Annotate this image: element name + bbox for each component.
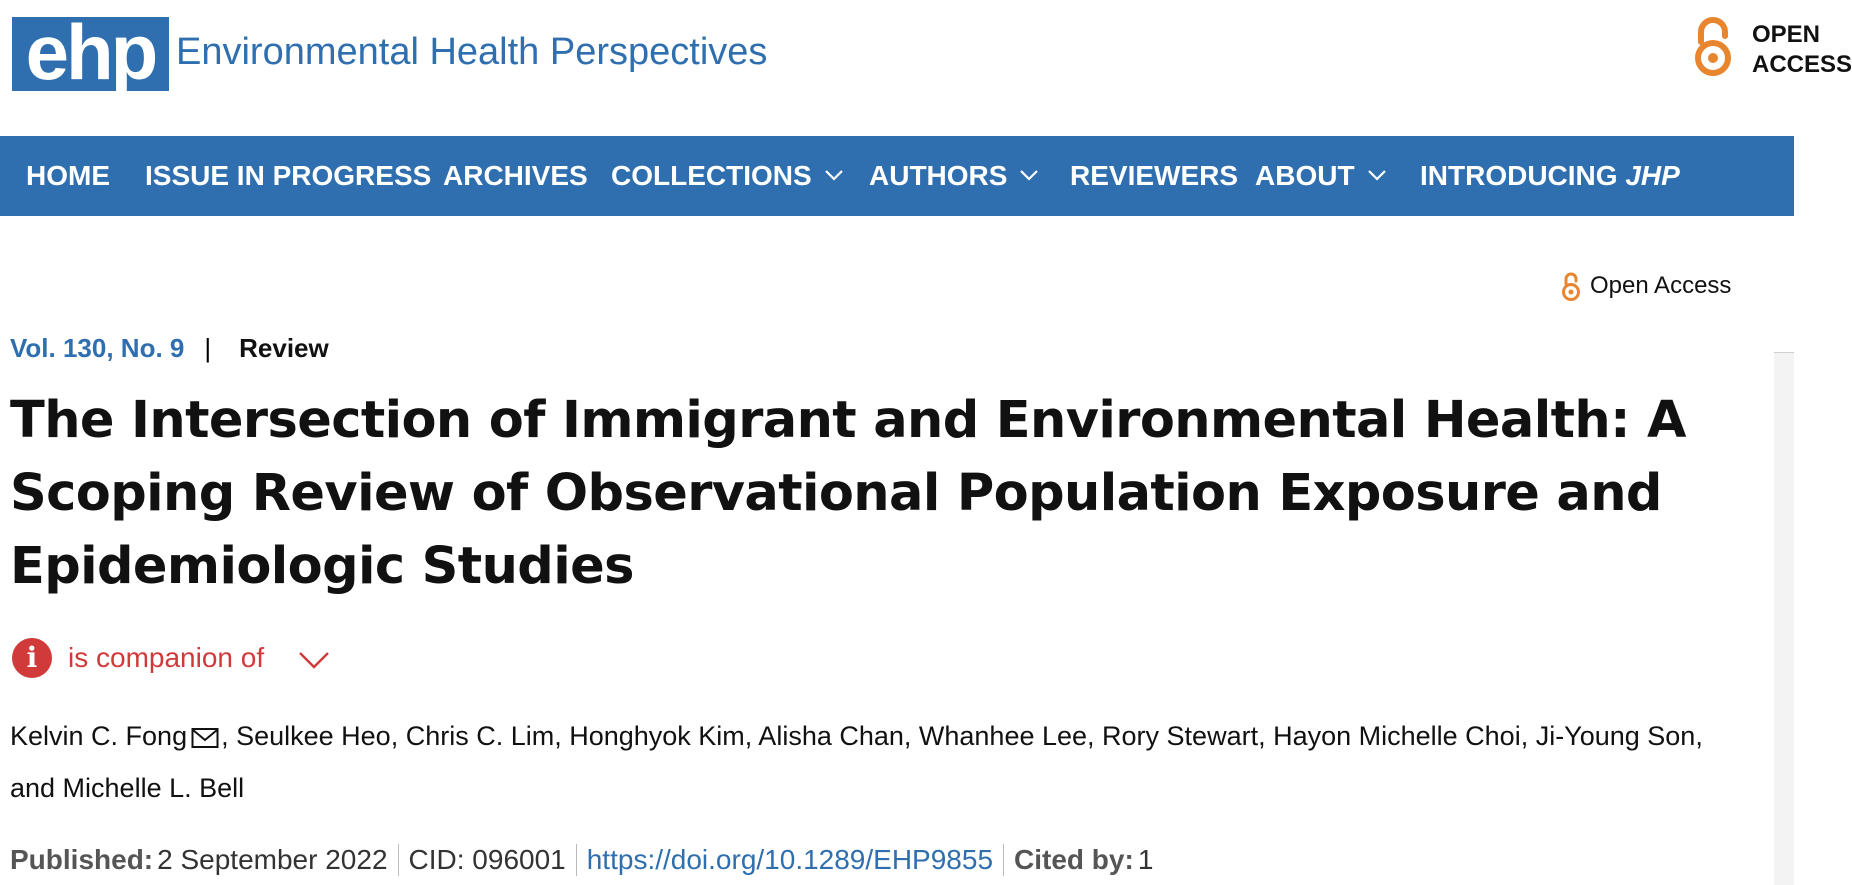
author-kelvin-fong[interactable]: Kelvin C. Fong (10, 721, 188, 751)
nav-about[interactable] (1255, 136, 1387, 216)
nav-issue-in-progress[interactable]: ISSUE IN PROGRESS (145, 160, 432, 191)
cited-by-label: Cited by: (1014, 844, 1134, 875)
open-access-icon (1690, 16, 1736, 78)
divider (576, 844, 577, 876)
open-access-banner (1690, 14, 1852, 84)
nav-about-label: ABOUT (1255, 160, 1355, 191)
published-date: 2 September 2022 (157, 844, 388, 875)
divider (398, 844, 399, 876)
article-meta-line (10, 330, 329, 366)
email-icon[interactable] (191, 727, 219, 749)
meta-separator: | (204, 332, 212, 363)
publication-info (10, 838, 1153, 882)
info-icon: i (12, 638, 52, 678)
side-panel-edge (1774, 352, 1794, 885)
open-access-icon (1560, 270, 1582, 302)
open-access-line-1: OPEN (1752, 21, 1821, 48)
main-nav (0, 136, 1794, 216)
chevron-down-icon (1367, 169, 1387, 181)
nav-authors-label: AUTHORS (869, 160, 1008, 191)
open-access-line-2: ACCESS (1752, 51, 1852, 78)
doi-link[interactable]: https://doi.org/10.1289/EHP9855 (586, 844, 994, 875)
nav-jhp-label: JHP (1625, 160, 1680, 191)
companion-label: is companion of (68, 642, 265, 673)
divider (1003, 844, 1004, 876)
chevron-down-icon (298, 650, 330, 670)
site-header (0, 0, 1852, 136)
open-access-badge (1560, 266, 1731, 306)
nav-home[interactable]: HOME (26, 160, 110, 191)
nav-collections-label: COLLECTIONS (611, 160, 812, 191)
open-access-label: Open Access (1590, 272, 1732, 299)
nav-introducing-label: INTRODUCING (1420, 160, 1626, 191)
co-authors[interactable]: , Seulkee Heo, Chris C. Lim, Honghyok Kim, Alisha Chan, Whanhee Lee, Rory Stewart, Hayon Michelle Choi, Ji-Young Son, and Michelle L. Bell (10, 721, 1703, 803)
nav-archives[interactable]: ARCHIVES (443, 160, 588, 191)
cited-by-count[interactable]: 1 (1137, 844, 1154, 875)
author-list (10, 710, 1750, 814)
published-label: Published: (10, 844, 154, 875)
ehp-logo[interactable]: ehp (12, 17, 169, 91)
volume-link[interactable]: Vol. 130, No. 9 (10, 332, 185, 363)
nav-collections[interactable] (611, 136, 844, 216)
cid-value: CID: 096001 (408, 844, 566, 875)
nav-authors[interactable] (869, 136, 1039, 216)
article-title: The Intersection of Immigrant and Environmental Health: A Scoping Review of Observational Population Exposure and Epidemiologic Studies (10, 391, 1686, 596)
companion-toggle[interactable] (12, 638, 330, 678)
nav-reviewers[interactable]: REVIEWERS (1070, 160, 1239, 191)
chevron-down-icon (824, 169, 844, 181)
article-type: Review (239, 332, 329, 363)
journal-name[interactable]: Environmental Health Perspectives (176, 31, 768, 73)
nav-introducing-jhp[interactable] (1420, 136, 1680, 216)
chevron-down-icon (1019, 169, 1039, 181)
